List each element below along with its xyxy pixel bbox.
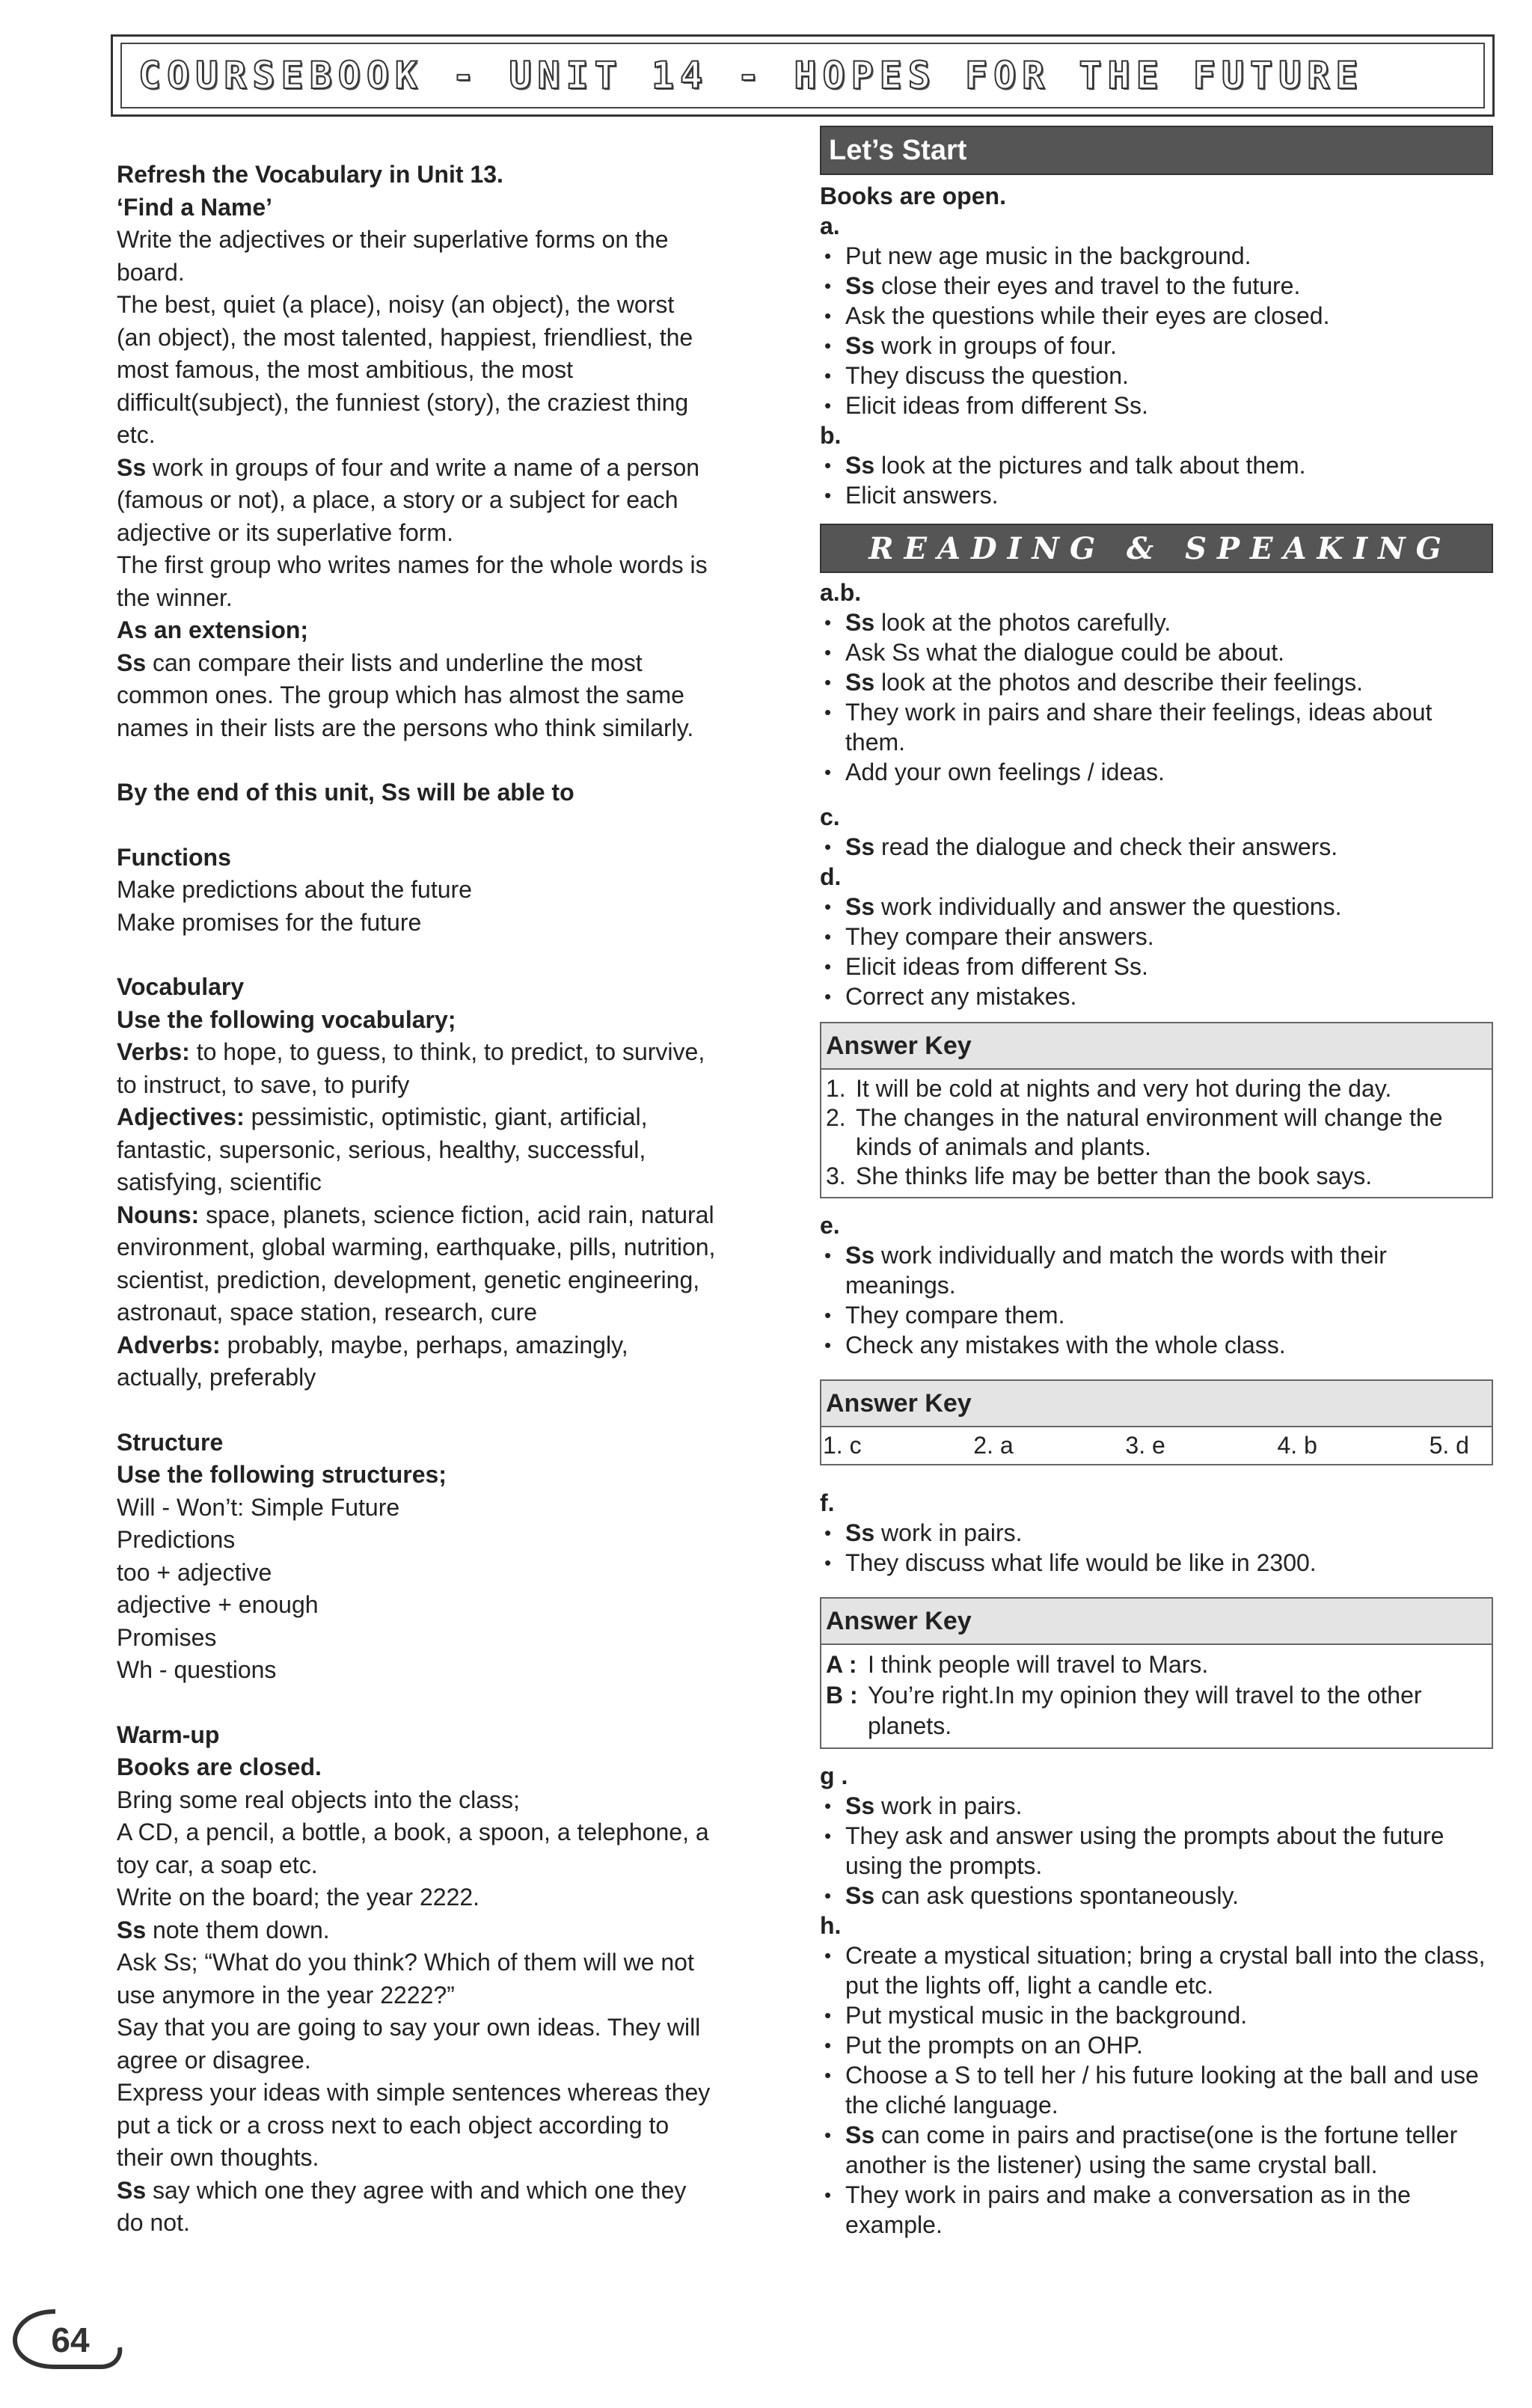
answer-number: 3. [826, 1162, 846, 1189]
text-line: most famous, the most ambitious, the most [117, 356, 574, 383]
nouns-text: space, planets, science fiction, acid rain, natural [199, 1201, 714, 1228]
answer-key-3-body [821, 1645, 1492, 1747]
list-item [820, 1240, 1493, 1300]
list-item [820, 922, 1493, 952]
list-item-text: They compare them. [845, 1302, 1065, 1329]
text-line [117, 1784, 799, 1817]
answer-row [826, 1103, 1487, 1162]
list-item [820, 637, 1493, 667]
left-column [117, 159, 799, 2240]
section-f-label: f. [820, 1489, 835, 1516]
nouns-label: Nouns: [117, 1201, 200, 1228]
answer-key-1-body [821, 1070, 1492, 1197]
list-item [820, 361, 1493, 390]
answer-key-3 [820, 1597, 1493, 1749]
text-line [117, 1914, 799, 1947]
text-line [117, 484, 799, 517]
text-line [117, 1849, 799, 1882]
warmup-text [117, 1784, 799, 2240]
text-line [117, 2142, 799, 2175]
right-column [820, 126, 1493, 2240]
list-item-text: They work in pairs and share their feelings, ideas about them. [845, 699, 1433, 756]
answer-text: The changes in the natural environment will change the kinds of animals and plants. [856, 1104, 1443, 1160]
students-label: Ss [845, 332, 875, 359]
students-label: Ss [845, 893, 875, 920]
list-item [820, 2000, 1493, 2030]
structure-item: Will - Won’t: Simple Future [117, 1493, 400, 1521]
extension-title: As an extension; [117, 616, 309, 643]
line-text: can compare their lists and underline the most [146, 649, 643, 676]
list-item-text: They work in pairs and make a conversation as in the example. [845, 2181, 1411, 2238]
line-text: put a tick or a cross next to each object according to [117, 2111, 670, 2139]
answer-number: 1. [826, 1075, 846, 1102]
adjectives-text: fantastic, supersonic, serious, healthy, successful, [117, 1136, 646, 1163]
list-item-text: They compare their answers. [845, 923, 1154, 950]
list-item [820, 952, 1493, 981]
students-label: Ss [117, 453, 147, 481]
warmup-books-closed: Books are closed. [117, 1753, 322, 1780]
text-line [117, 2110, 799, 2142]
line-text: the winner. [117, 583, 233, 611]
answer-text: She thinks life may be better than the book says. [856, 1162, 1373, 1189]
list-item [820, 480, 1493, 510]
dialogue-speaker: B : [826, 1682, 858, 1709]
list-item [820, 2060, 1493, 2120]
functions-title: Functions [117, 843, 231, 871]
list-item [820, 2120, 1493, 2180]
verbs-line [117, 1036, 799, 1069]
text-line [117, 582, 799, 615]
answer-key-1-header: Answer Key [821, 1023, 1492, 1070]
books-open: Books are open. [820, 183, 1006, 209]
dialogue-row [826, 1680, 1487, 1741]
by-end-title: By the end of this unit, Ss will be able to [117, 779, 574, 806]
list-item [820, 331, 1493, 361]
list-item-text: work individually and match the words with their meanings. [845, 1242, 1387, 1299]
adverbs-line [117, 1361, 799, 1394]
dialogue-speaker: A : [826, 1651, 857, 1678]
section-g-list [820, 1791, 1493, 1911]
text-line [117, 679, 799, 712]
list-item-text: They ask and answer using the prompts about the future using the prompts. [845, 1822, 1444, 1879]
adverbs-text: actually, preferably [117, 1364, 316, 1391]
vocabulary-use: Use the following vocabulary; [117, 1005, 456, 1033]
list-item [820, 241, 1493, 271]
text-line: (an object), the most talented, happiest, friendliest, the [117, 323, 693, 351]
list-item [820, 981, 1493, 1011]
line-text: (famous or not), a place, a story or a subject for each [117, 486, 678, 513]
dialogue-text: You’re right.In my opinion they will travel to the other planets. [868, 1682, 1422, 1739]
nouns-line [117, 1231, 799, 1264]
list-item-text: Ask the questions while their eyes are closed. [845, 302, 1330, 329]
header-inner-frame [120, 43, 1485, 108]
text-line [117, 517, 799, 550]
line-text: work in groups of four and write a name of a person [146, 453, 700, 481]
functions-list [117, 874, 799, 939]
list-item [820, 1791, 1493, 1821]
students-label: Ss [117, 649, 147, 676]
verbs-line [117, 1069, 799, 1102]
section-d-list [820, 892, 1493, 1011]
list-item-text: Elicit answers. [845, 482, 999, 509]
list-item [820, 667, 1493, 697]
adjectives-line [117, 1166, 799, 1199]
answer-row [826, 1162, 1487, 1191]
answer-key-2-body [821, 1427, 1492, 1464]
students-label: Ss [845, 1792, 875, 1819]
list-item [820, 757, 1493, 787]
line-text: Express your ideas with simple sentences whereas they [117, 2079, 711, 2106]
answer-cell: 2. a [973, 1432, 1014, 1459]
list-item [820, 1300, 1493, 1330]
structure-item: Predictions [117, 1526, 236, 1553]
vocabulary-title: Vocabulary [117, 973, 245, 1000]
text-line [117, 452, 799, 485]
list-item-text: close their eyes and travel to the future. [874, 272, 1301, 299]
page-number-badge [10, 2307, 123, 2371]
structures-list [117, 1492, 799, 1687]
vocabulary-block [117, 1036, 799, 1394]
text-line [117, 712, 799, 745]
line-text: do not. [117, 2209, 190, 2236]
list-item [820, 697, 1493, 757]
students-label: Ss [845, 833, 875, 860]
list-item-text: look at the photos carefully. [874, 609, 1171, 636]
line-text: Say that you are going to say your own ideas. They will [117, 2014, 701, 2041]
list-item [820, 607, 1493, 637]
answer-key-2-header: Answer Key [821, 1381, 1492, 1427]
text-line [117, 2012, 799, 2044]
list-item-text: read the dialogue and check their answers. [874, 833, 1338, 860]
text-line: board. [117, 258, 185, 286]
nouns-line [117, 1199, 799, 1232]
list-item [820, 1821, 1493, 1881]
list-item [820, 2180, 1493, 2240]
list-item [820, 301, 1493, 331]
list-item-text: Ask Ss what the dialogue could be about. [845, 639, 1285, 666]
adjectives-label: Adjectives: [117, 1103, 245, 1130]
list-item-text: Elicit ideas from different Ss. [845, 392, 1148, 419]
line-text: say which one they agree with and which one they [146, 2176, 687, 2204]
nouns-line [117, 1296, 799, 1329]
students-label: Ss [845, 609, 875, 636]
answer-cell: 5. d [1429, 1432, 1469, 1459]
list-item-text: Put new age music in the background. [845, 242, 1251, 269]
list-item-text: work in groups of four. [874, 332, 1117, 359]
section-h-list [820, 1940, 1493, 2240]
structure-item: adjective + enough [117, 1591, 319, 1618]
section-a-label: a. [820, 212, 840, 239]
text-line [117, 549, 799, 582]
section-c-label: c. [820, 803, 840, 830]
line-text: agree or disagree. [117, 2046, 311, 2074]
list-item-text: They discuss what life would be like in 2300. [845, 1549, 1317, 1576]
list-item-text: Create a mystical situation; bring a crystal ball into the class, put the lights off, light a candle etc. [845, 1942, 1486, 1999]
text-line [117, 2077, 799, 2110]
list-item [820, 892, 1493, 922]
list-item [820, 450, 1493, 480]
section-c-list [820, 832, 1493, 862]
text-line [117, 647, 799, 680]
structure-title: Structure [117, 1428, 224, 1456]
text-line [117, 1816, 799, 1849]
line-text: Ask Ss; “What do you think? Which of them will we not [117, 1949, 694, 1976]
adjectives-line [117, 1101, 799, 1134]
list-item-text: work in pairs. [874, 1792, 1023, 1819]
adjectives-text: satisfying, scientific [117, 1168, 322, 1195]
answer-text: It will be cold at nights and very hot during the day. [856, 1075, 1392, 1102]
verbs-text: to instruct, to save, to purify [117, 1070, 410, 1098]
students-label: Ss [845, 1242, 875, 1269]
dialogue-text: I think people will travel to Mars. [868, 1651, 1209, 1678]
text-line [117, 1881, 799, 1914]
text-line [117, 2175, 799, 2208]
answer-key-2 [820, 1379, 1493, 1465]
warmup-title: Warm-up [117, 1721, 220, 1748]
students-label: Ss [845, 2121, 875, 2148]
header-banner [111, 34, 1495, 117]
section-e-label: e. [820, 1212, 840, 1239]
line-text: note them down. [146, 1916, 330, 1943]
section-b-label: b. [820, 422, 842, 449]
line-text: common ones. The group which has almost the same [117, 681, 684, 708]
unit-title: COURSEBOOK - UNIT 14 - HOPES FOR THE FUTURE [138, 54, 1364, 97]
nouns-text: astronaut, space station, research, cure [117, 1299, 538, 1326]
group-text [117, 452, 799, 615]
adjectives-line [117, 1134, 799, 1167]
structure-item: too + adjective [117, 1558, 272, 1586]
answer-key-3-header: Answer Key [821, 1599, 1492, 1645]
list-item-text: can ask questions spontaneously. [874, 1882, 1239, 1909]
nouns-text: environment, global warming, earthquake, pills, nutrition, [117, 1234, 716, 1260]
section-g-label: g . [820, 1762, 848, 1789]
adverbs-label: Adverbs: [117, 1331, 221, 1358]
line-text: adjective or its superlative form. [117, 518, 453, 546]
text-line [117, 2044, 799, 2077]
line-text: their own thoughts. [117, 2144, 319, 2171]
list-item-text: work individually and answer the questions. [874, 893, 1342, 920]
list-item-text: Put the prompts on an OHP. [845, 2032, 1143, 2059]
students-label: Ss [845, 272, 875, 299]
line-text: Write on the board; the year 2222. [117, 1884, 480, 1911]
function-item: Make predictions about the future [117, 876, 472, 903]
list-item-text: Check any mistakes with the whole class. [845, 1332, 1286, 1358]
find-name-title: ‘Find a Name’ [117, 193, 273, 221]
list-item-text: work in pairs. [874, 1519, 1023, 1546]
verbs-text: to hope, to guess, to think, to predict, to survive, [189, 1038, 705, 1065]
answer-number: 2. [826, 1104, 846, 1131]
list-item-text: They discuss the question. [845, 362, 1129, 389]
section-f-list [820, 1518, 1493, 1578]
students-label: Ss [117, 1916, 147, 1943]
adverbs-line [117, 1329, 799, 1362]
answer-cell: 3. e [1125, 1432, 1165, 1459]
students-label: Ss [845, 1882, 875, 1909]
adverbs-text: probably, maybe, perhaps, amazingly, [220, 1331, 628, 1358]
nouns-line [117, 1264, 799, 1297]
refresh-text [117, 224, 799, 452]
text-line: difficult(subject), the funniest (story), the craziest thing [117, 388, 689, 416]
students-label: Ss [845, 669, 875, 696]
section-b-list [820, 450, 1493, 510]
text-line: etc. [117, 421, 156, 448]
refresh-title: Refresh the Vocabulary in Unit 13. [117, 161, 503, 188]
line-text: A CD, a pencil, a bottle, a book, a spoon, a telephone, a [117, 1819, 709, 1845]
answer-cell: 1. c [823, 1432, 862, 1459]
list-item [820, 1548, 1493, 1578]
list-item [820, 1330, 1493, 1360]
section-e-list [820, 1240, 1493, 1360]
list-item [820, 1881, 1493, 1911]
line-text: use anymore in the year 2222?” [117, 1981, 455, 2009]
page-number: 64 [51, 2320, 90, 2359]
list-item [820, 1940, 1493, 2000]
section-a-list [820, 241, 1493, 420]
adjectives-text: pessimistic, optimistic, giant, artificial, [244, 1103, 648, 1130]
section-h-label: h. [820, 1912, 842, 1939]
section-ab-list [820, 607, 1493, 787]
answer-key-1 [820, 1022, 1493, 1198]
section-d-label: d. [820, 863, 842, 890]
list-item-text: Correct any mistakes. [845, 983, 1077, 1010]
list-item-text: Add your own feelings / ideas. [845, 759, 1165, 785]
line-text: names in their lists are the persons who think similarly. [117, 714, 694, 741]
list-item-text: Choose a S to tell her / his future looking at the ball and use the cliché language. [845, 2062, 1479, 2119]
extension-text [117, 647, 799, 745]
text-line: Write the adjectives or their superlative forms on the [117, 226, 669, 253]
list-item-text: can come in pairs and practise(one is the fortune teller another is the listener) using the same crystal ball. [845, 2121, 1458, 2178]
dialogue-row [826, 1649, 1487, 1680]
text-line: The best, quiet (a place), noisy (an object), the worst [117, 291, 675, 318]
structure-item: Wh - questions [117, 1656, 277, 1683]
list-item [820, 1518, 1493, 1548]
students-label: Ss [117, 2176, 147, 2204]
reading-speaking-bar: READING & SPEAKING [820, 524, 1493, 573]
section-ab-label: a.b. [820, 579, 862, 606]
text-line [117, 2207, 799, 2240]
function-item: Make promises for the future [117, 908, 422, 936]
list-item [820, 2030, 1493, 2060]
verbs-label: Verbs: [117, 1038, 190, 1065]
list-item [820, 832, 1493, 862]
list-item [820, 390, 1493, 420]
nouns-text: scientist, prediction, development, genetic engineering, [117, 1266, 700, 1293]
list-item-text: Put mystical music in the background. [845, 2002, 1248, 2029]
structure-use: Use the following structures; [117, 1461, 447, 1488]
list-item-text: Elicit ideas from different Ss. [845, 953, 1148, 980]
line-text: Bring some real objects into the class; [117, 1786, 520, 1813]
answer-cell: 4. b [1277, 1432, 1317, 1459]
students-label: Ss [845, 452, 875, 479]
list-item [820, 271, 1493, 301]
line-text: The first group who writes names for the whole words is [117, 551, 708, 578]
line-text: toy car, a soap etc. [117, 1851, 318, 1878]
lets-start-bar: Let’s Start [820, 126, 1493, 175]
answer-row [826, 1074, 1487, 1103]
students-label: Ss [845, 1519, 875, 1546]
list-item-text: look at the pictures and talk about them. [874, 452, 1306, 479]
list-item-text: look at the photos and describe their feelings. [874, 669, 1363, 696]
structure-item: Promises [117, 1623, 217, 1651]
text-line [117, 1946, 799, 1979]
text-line [117, 1979, 799, 2012]
